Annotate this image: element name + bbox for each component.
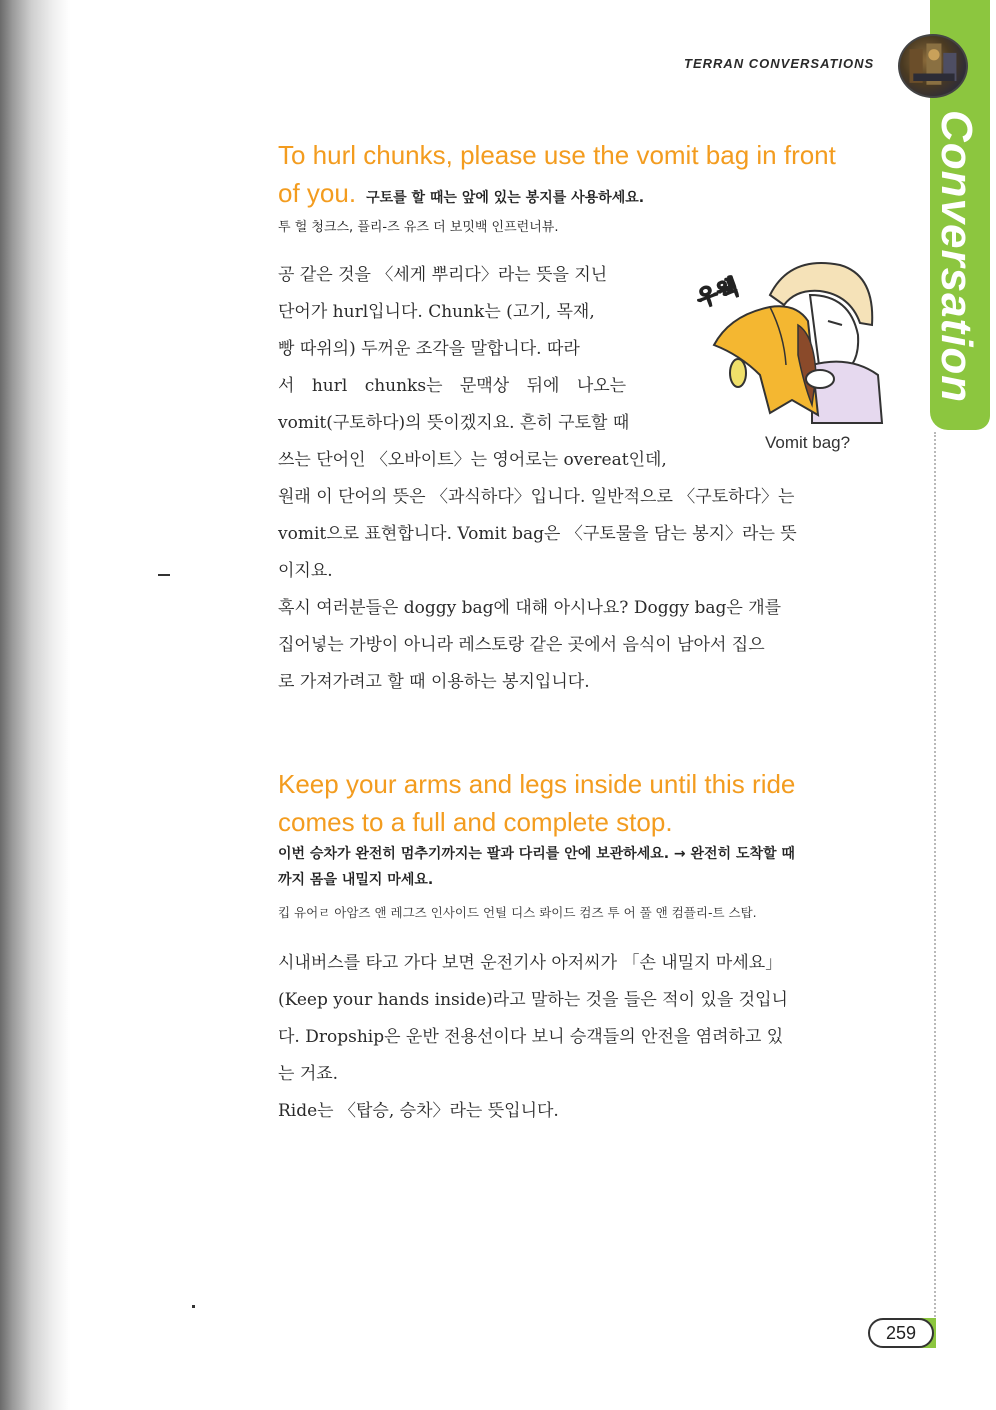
illustration-caption: Vomit bag? [765,433,851,452]
section2-heading-line2: comes to a full and complete stop. [278,807,673,837]
print-speck [158,574,170,576]
section1-body-line: 빵 따위의) 두꺼운 조각을 말합니다. 따라 [278,339,580,359]
section2-pronunciation: 킵 유어ㄹ 아암즈 앤 레그즈 인사이드 언틸 디스 롸이드 컴즈 투 어 풀 앤 컴플리-트 스탑. [278,905,757,920]
section1-translation: 구토를 할 때는 앞에 있는 봉지를 사용하세요. [366,190,645,206]
section1-pronunciation: 투 헐 청크스, 플리-즈 유즈 더 보밋백 인프런너뷰. [278,220,559,235]
page-number: 259 [868,1318,934,1348]
chapter-tab-label: Conversation [932,110,981,404]
print-speck [192,1305,195,1308]
section1-body-line: 서 hurl chunks는 문맥상 뒤에 나오는 [278,376,627,396]
section2-body [278,945,788,1130]
running-head: TERRAN CONVERSATIONS [684,56,875,71]
section1-body-line: 공 같은 것을 〈세게 뿌리다〉라는 뜻을 지닌 [278,265,608,285]
section2-body-line: 시내버스를 타고 가다 보면 운전기사 아저씨가 「손 내밀지 마세요」 [278,953,783,973]
section1-body-line: 이지요. [278,561,333,581]
section1-body-line: vomit으로 표현합니다. Vomit bag은 〈구토물을 담는 봉지〉라는 뜻 [278,524,797,544]
section2-body-line: 는 거죠. [278,1064,339,1084]
section2-translation-line1: 이번 승차가 완전히 멈추기까지는 팔과 다리를 안에 보관하세요. → 완전히 도착할 때 [278,846,795,862]
section1-body-line: 혹시 여러분들은 doggy bag에 대해 아시나요? Doggy bag은 개를 [278,598,782,618]
section2-body-line: 다. Dropship은 운반 전용선이다 보니 승객들의 안전을 염려하고 있 [278,1027,784,1047]
section1-body-line: 단어가 hurl입니다. Chunk는 (고기, 목재, [278,302,595,322]
dotted-divider [934,432,936,1332]
section1-body-line: 로 가져가려고 할 때 이용하는 봉지입니다. [278,672,590,692]
game-emblem-icon [898,34,968,98]
section1-body-line: 쓰는 단어인 〈오바이트〉는 영어로는 overeat인데, [278,450,667,470]
vomit-bag-illustration [693,255,890,425]
section2-body-line: Ride는 〈탑승, 승차〉라는 뜻입니다. [278,1101,559,1121]
section1-body-line: 원래 이 단어의 뜻은 〈과식하다〉입니다. 일반적으로 〈구토하다〉는 [278,487,795,507]
section1-heading-line2 [278,174,644,217]
section2-translation-line2: 까지 몸을 내밀지 마세요. [278,872,434,888]
book-spine-shadow [0,0,70,1410]
section2-body-line: (Keep your hands inside)라고 말하는 것을 들은 적이 있을 것입니 [278,990,788,1010]
sound-effect-text: 우웩 [693,274,743,313]
section1-body-line: 집어넣는 가방이 아니라 레스토랑 같은 곳에서 음식이 남아서 집으 [278,635,765,655]
section1-heading-line2-text: of you. [278,178,357,208]
section1-heading-line1: To hurl chunks, please use the vomit bag in front [278,140,836,170]
section1-body-line: vomit(구토하다)의 뜻이겠지요. 흔히 구토할 때 [278,413,630,433]
section2-heading-line1: Keep your arms and legs inside until this ride [278,769,796,799]
